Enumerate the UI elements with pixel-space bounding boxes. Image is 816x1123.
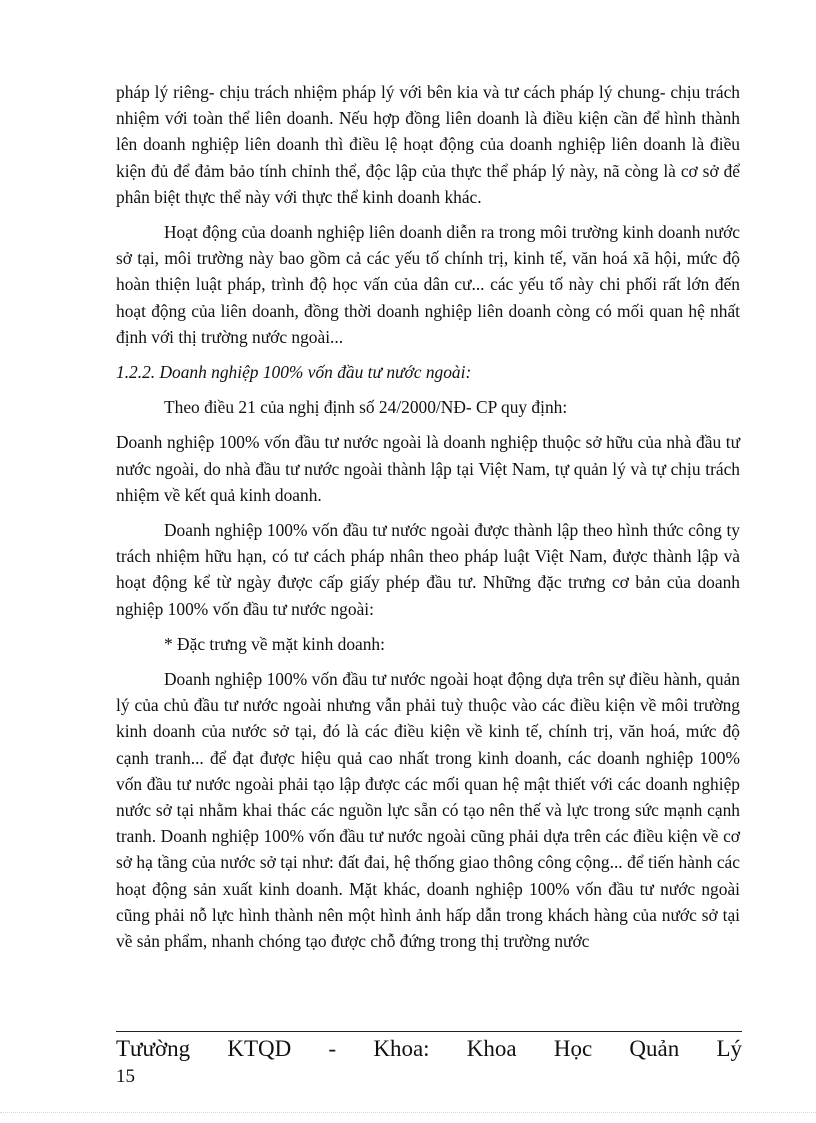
page-number: 15 (116, 1066, 135, 1087)
paragraph-legal-entity: pháp lý riêng- chịu trách nhiệm pháp lý với bên kia và tư cách pháp lý chung- chịu trách nhiệm với toàn thể liên doanh. Nếu hợp đồng liên doanh là điều kiện cần để hình thành lên doanh nghiệp liên doanh thì điều lệ hoạt động của doanh nghiệp liên doanh là điều kiện đủ để đảm bảo tính chỉnh thể, độc lập của thực thể pháp lý này, nã còng là cơ sở để phân biệt thực thể này với thực thể kinh doanh khác. (116, 82, 740, 207)
section-heading: 1.2.2. Doanh nghiệp 100% vốn đầu tư nước ngoài: (116, 362, 472, 383)
paragraph-establishment: Doanh nghiệp 100% vốn đầu tư nước ngoài được thành lập theo hình thức công ty trách nhiệm hữu hạn, có tư cách pháp nhân theo pháp luật Việt Nam, được thành lập và hoạt động kể từ ngày được cấp giấy phép đầu tư. Những đặc trưng cơ bản của doanh nghiệp 100% vốn đầu tư nước ngoài: (116, 520, 740, 619)
footer-text: Tưường KTQD - Khoa: Khoa Học Quản Lý (116, 1036, 742, 1061)
bullet-business-characteristics: * Đặc trưng về mặt kinh doanh: (164, 633, 385, 654)
paragraph-business-operations: Doanh nghiệp 100% vốn đầu tư nước ngoài hoạt động dựa trên sự điều hành, quản lý của chủ đầu tư nước ngoài nhưng vẫn phải tuỳ thuộc vào các điều kiện về môi trường kinh doanh của nước sở tại, đó là các điều kiện về kinh tế, chính trị, văn hoá, mức độ cạnh tranh... để đạt được hiệu quả cao nhất trong kinh doanh, các doanh nghiệp 100% vốn đầu tư nước ngoài phải tạo lập được các mối quan hệ mật thiết với các doanh nghiệp nước sở tại nhằm khai thác các nguồn lực sẵn có tạo nên thế và lực trong sức mạnh cạnh tranh. Doanh nghiệp 100% vốn đầu tư nước ngoài cũng phải dựa trên các điều kiện về cơ sở hạ tầng của nước sở tại như: đất đai, hệ thống giao thông công cộng... để tiến hành các hoạt động sản xuất kinh doanh. Mặt khác, doanh nghiệp 100% vốn đầu tư nước ngoài cũng phải nỗ lực hình thành nên một hình ảnh hấp dẫn trong khách hàng của nước sở tại về sản phẩm, nhanh chóng tạo được chỗ đứng trong thị trường nước (116, 669, 740, 952)
paragraph-joint-venture-environment: Hoạt động của doanh nghiệp liên doanh diễn ra trong môi trường kinh doanh nước sở tại, môi trường này bao gồm cả các yếu tố chính trị, kinh tế, văn hoá xã hội, mức độ hoàn thiện luật pháp, trình độ học vấn của dân cư... các yếu tố này chi phối rất lớn đến hoạt động của liên doanh, đồng thời doanh nghiệp liên doanh còng có mối quan hệ nhất định với thị trường nước ngoài... (116, 222, 740, 347)
definition-paragraph: Doanh nghiệp 100% vốn đầu tư nước ngoài là doanh nghiệp thuộc sở hữu của nhà đầu tư nước ngoài, do nhà đầu tư nước ngoài thành lập tại Việt Nam, tự quản lý và tự chịu trách nhiệm về kết quả kinh doanh. (116, 432, 740, 505)
decree-reference: Theo điều 21 của nghị định số 24/2000/NĐ- CP quy định: (164, 397, 568, 418)
page-body (116, 79, 740, 963)
page-edge-divider (0, 1112, 816, 1113)
footer-divider (116, 1031, 742, 1032)
